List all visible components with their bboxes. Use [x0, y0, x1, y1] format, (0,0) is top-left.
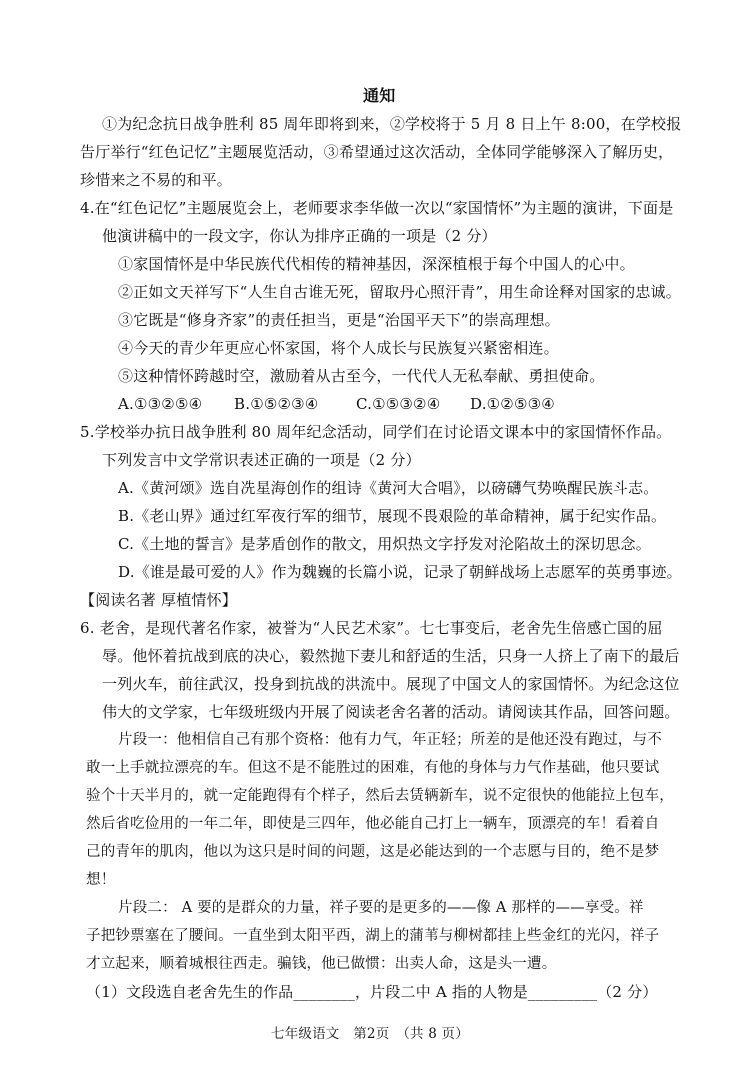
question-stem: 他演讲稿中的一段文字，你认为排序正确的一项是（2 分）	[102, 227, 497, 245]
notice-line: 告厅举行“红色记忆”主题展览活动，③希望通过这次活动，全体同学能够深入了解历史，	[80, 143, 674, 161]
excerpt-line: 验个十天半月的，就一定能跑得有个样子，然后去赁辆新车，说不定很快的他能拉上包车，	[86, 788, 674, 804]
option-b[interactable]: B.①⑤②③④	[234, 395, 319, 413]
excerpt-line: 敢一上手就拉漂亮的车。但这不是不能胜过的困难，有他的身体与力气作基础，他只要试	[86, 760, 660, 776]
question-intro: 一列火车，前往武汉，投身到抗战的洪流中。展现了中国文人的家国情怀。为纪念这位	[102, 675, 680, 693]
sentence-item: ①家国情怀是中华民族代代相传的精神基因，深深植根于每个中国人的心中。	[118, 255, 635, 273]
excerpt-line: 想！	[86, 872, 116, 888]
notice-line: 珍惜来之不易的和平。	[80, 171, 233, 189]
question-stem: 4.在“红色记忆”主题展览会上，老师要求李华做一次以“家国情怀”为主题的演讲，下面是	[80, 199, 674, 217]
question-stem: 下列发言中文学常识表述正确的一项是（2 分）	[102, 451, 421, 469]
option-a[interactable]: A.《黄河颂》选自冼星海创作的组诗《黄河大合唱》，以磅礴气势唤醒民族斗志。	[118, 479, 659, 497]
notice-line: ①为纪念抗日战争胜利 85 周年即将到来，②学校将于 5 月 8 日上午 8:00，在学校报	[102, 115, 682, 133]
question-stem: 5.学校举办抗日战争胜利 80 周年纪念活动，同学们在讨论语文课本中的家国情怀作品。	[80, 423, 672, 441]
excerpt-line: 片段一：他相信自己有那个资格：他有力气，年正轻；所差的是他还没有跑过，与不	[118, 732, 662, 748]
sentence-item: ④今天的青少年更应心怀家国，将个人成长与民族复兴紧密相连。	[118, 339, 559, 357]
excerpt-line: 然后省吃俭用的一年二年，即使是三四年，他必能自己打上一辆车，顶漂亮的车！看着自	[86, 816, 660, 832]
option-c[interactable]: C.《土地的誓言》是茅盾创作的散文，用炽热文字抒发对沦陷故土的深切思念。	[118, 535, 651, 553]
sentence-item: ②正如文天祥写下“人生自古谁无死，留取丹心照汗青”，用生命诠释对国家的忠诚。	[118, 283, 681, 301]
excerpt-line: 片段二： A 要的是群众的力量，祥子要的是更多的——像 A 那样的——享受。祥	[118, 900, 644, 916]
option-a[interactable]: A.①③②⑤④	[118, 395, 203, 413]
option-c[interactable]: C.①⑤③②④	[356, 395, 441, 413]
section-heading: 【阅读名著 厚植情怀】	[80, 591, 237, 609]
option-d[interactable]: D.①②⑤③④	[470, 395, 555, 413]
option-b[interactable]: B.《老山界》通过红军夜行军的细节，展现不畏艰险的革命精神，属于纪实作品。	[118, 507, 667, 525]
sub-question-1[interactable]: （1）文段选自老舍先生的作品________，片段二中 A 指的人物是_________（2 分）	[86, 983, 658, 1001]
notice-title: 通知	[363, 86, 396, 105]
excerpt-line: 己的青年的肌肉，他以为这只是时间的问题，这是必能达到的一个志愿与目的，绝不是梦	[86, 844, 660, 860]
option-d[interactable]: D.《谁是最可爱的人》作为魏巍的长篇小说，记录了朝鲜战场上志愿军的英勇事迹。	[118, 563, 682, 581]
question-intro: 6. 老舍，是现代著名作家，被誉为“人民艺术家”。七七事变后，老舍先生倍感亡国的屈	[80, 619, 663, 637]
sentence-item: ⑤这种情怀跨越时空，激励着从古至今，一代代人无私奉献、勇担使命。	[118, 367, 605, 385]
question-intro: 伟大的文学家，七年级班级内开展了阅读老舍名著的活动。请阅读其作品，回答问题。	[102, 703, 680, 721]
question-intro: 辱。他怀着抗战到底的决心，毅然抛下妻儿和舒适的生活，只身一人挤上了南下的最后	[102, 647, 680, 665]
excerpt-line: 子把钞票塞在了腰间。一直坐到太阳平西，湖上的蒲苇与柳树都挂上些金红的光闪，祥子	[86, 928, 660, 944]
sentence-item: ③它既是“修身齐家”的责任担当，更是“治国平天下”的崇高理想。	[118, 311, 560, 329]
page-footer: 七年级语文 第2页 （共 8 页）	[271, 1026, 469, 1042]
excerpt-line: 才立起来，顺着城根往西走。骗钱，他已做惯：出卖人命，这是头一遭。	[86, 956, 557, 972]
